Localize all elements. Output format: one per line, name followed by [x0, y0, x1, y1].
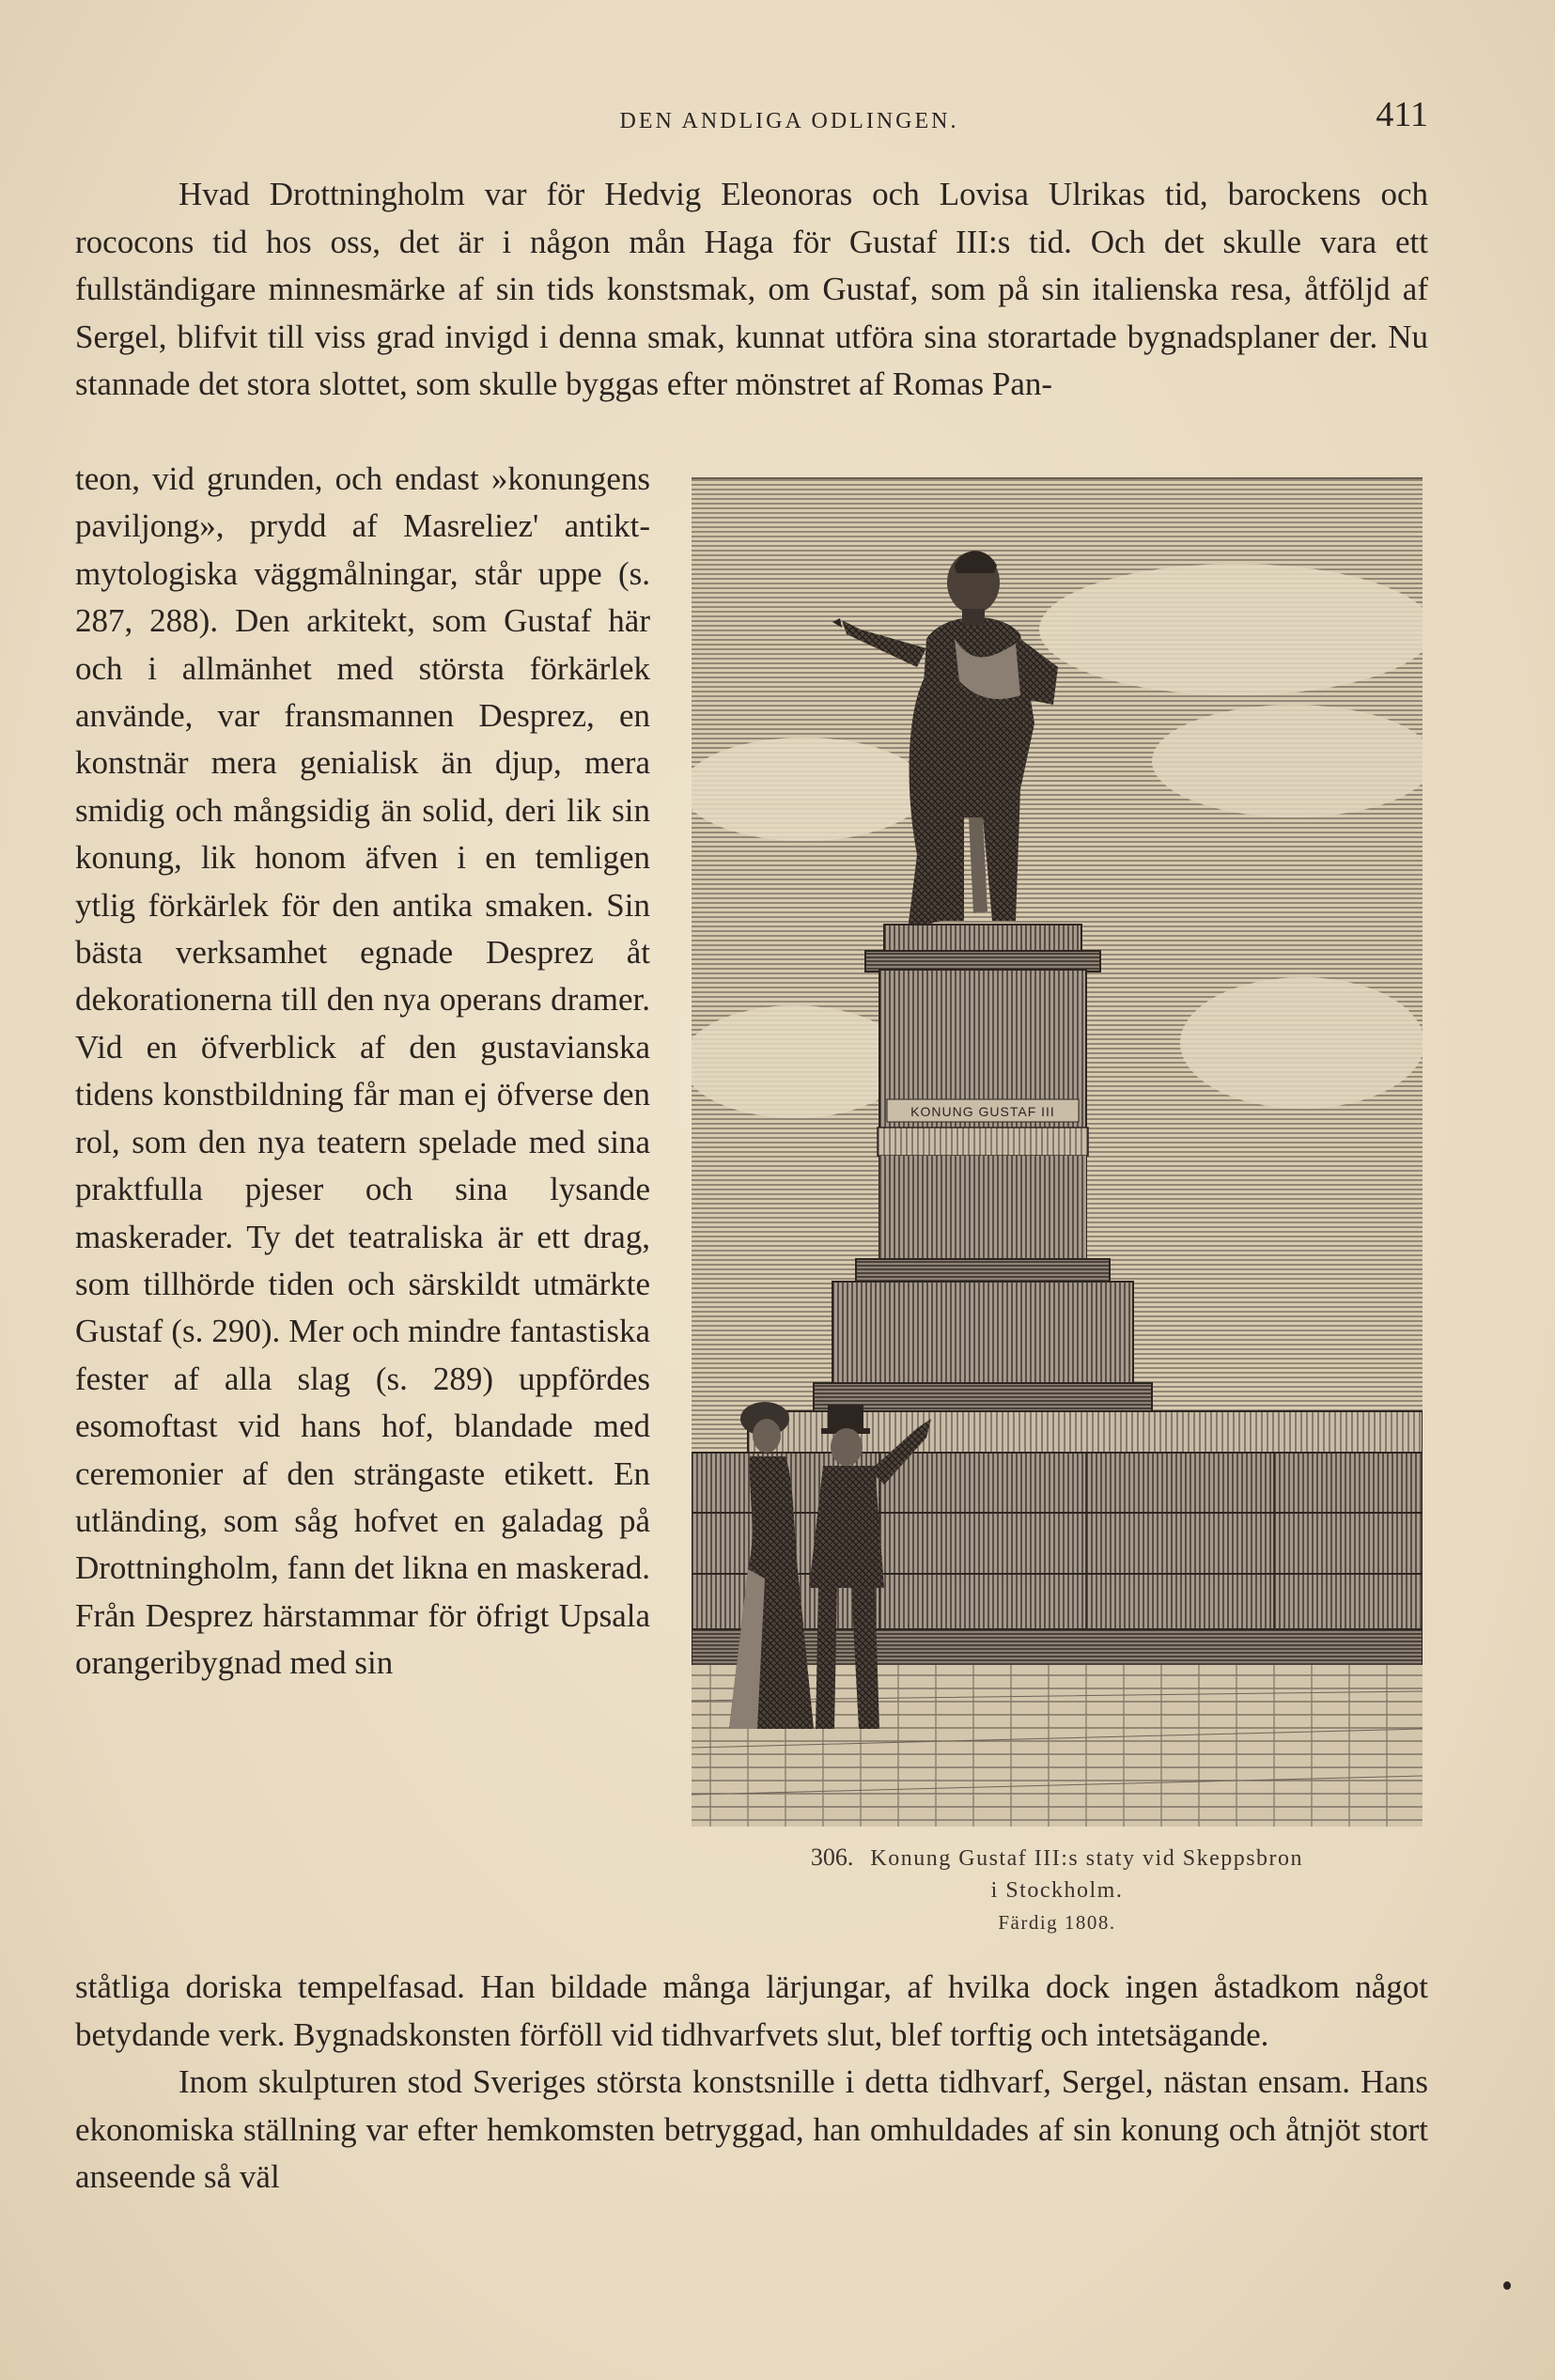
paragraph-continued: teon, vid grunden, och endast »konungens paviljong», prydd af Masreliez' antikt-mytologiska väggmålningar, står uppe (s. 287, 288). Den arkitekt, som Gustaf här och i allmänhet med största förkärlek använde, var fransmannen Desprez, en konstnär mera genialisk än djup, mera smidig och mångsidig än solid, deri lik sin konung, lik honom äfven i en temligen ytlig förkärlek för den antika smaken. Sin bästa verksamhet egnade Desprez åt dekorationerna till den nya operans dramer. Vid en öfverblick af den gustavianska tidens konstbildning får man ej öfverse den rol, som den nya teatern spelade med sina praktfulla pjeser och sina lysande maskerader. Ty det teatraliska är ett drag, som tillhörde tiden och särskildt utmärkte Gustaf (s. 290). Mer och mindre fantastiska fester af alla slag (s. 289) uppfördes esomoftast vid hans hof, blandade med ceremonier af den strängaste etikett. En utländing, som såg hofvet en galadag på Drottningholm, fann det likna en maskerad. Från Desprez härstammar för öfrigt Upsala orangeribygnad med sin	[75, 460, 650, 1682]
caption-line-1: Konung Gustaf III:s staty vid Skeppsbron	[870, 1846, 1304, 1871]
statue-illustration	[692, 477, 1423, 1827]
paragraph-top	[75, 171, 1428, 409]
paragraph-continued: ståtliga doriska tempelfasad. Han bildade många lärjungar, af hvilka dock ingen åstadkom något betydande verk. Bygnadskonsten förföll vid tidhvarfvets slut, blef torftig och intetsägande.	[75, 1968, 1428, 2053]
paragraph-column	[75, 456, 650, 1688]
plinth-cap	[884, 925, 1081, 953]
ink-speck	[1503, 2281, 1511, 2290]
running-head: DEN ANDLIGA ODLINGEN.	[619, 109, 959, 133]
paragraph-bottom	[75, 1964, 1428, 2201]
page-header	[75, 94, 1428, 150]
figure-number: 306.	[810, 1843, 854, 1871]
pedestal	[878, 970, 1088, 1261]
paragraph: Inom skulpturen stod Sveriges största konstsnille i detta tidhvarf, Sergel, nästan ensam. Hans ekonomiska ställning var efter hemkomsten betryggad, han omhuldades af sin konung och åtnjöt stort anseende så väl	[75, 2063, 1428, 2195]
caption-line-3: Färdig 1808.	[998, 1911, 1116, 1934]
paragraph: Hvad Drottningholm var för Hedvig Eleonoras och Lovisa Ulrikas tid, barockens och rococons tid hos oss, det är i någon mån Haga för Gustaf III:s tid. Och det skulle vara ett fullständigare minnesmärke af sin tids konstsmak, om Gustaf, som på sin italienska resa, åtföljd af Sergel, blifvit till viss grad invigd i denna smak, kunnat utföra sina storartade bygnadsplaner der. Nu stannade det stora slottet, som skulle byggas efter mönstret af Romas Pan-	[75, 176, 1428, 402]
figure-caption	[692, 1842, 1423, 1938]
pedestal-inscription: KONUNG GUSTAF III	[910, 1104, 1055, 1119]
caption-line-2: i Stockholm.	[990, 1878, 1124, 1903]
page-number: 411	[1376, 95, 1428, 134]
